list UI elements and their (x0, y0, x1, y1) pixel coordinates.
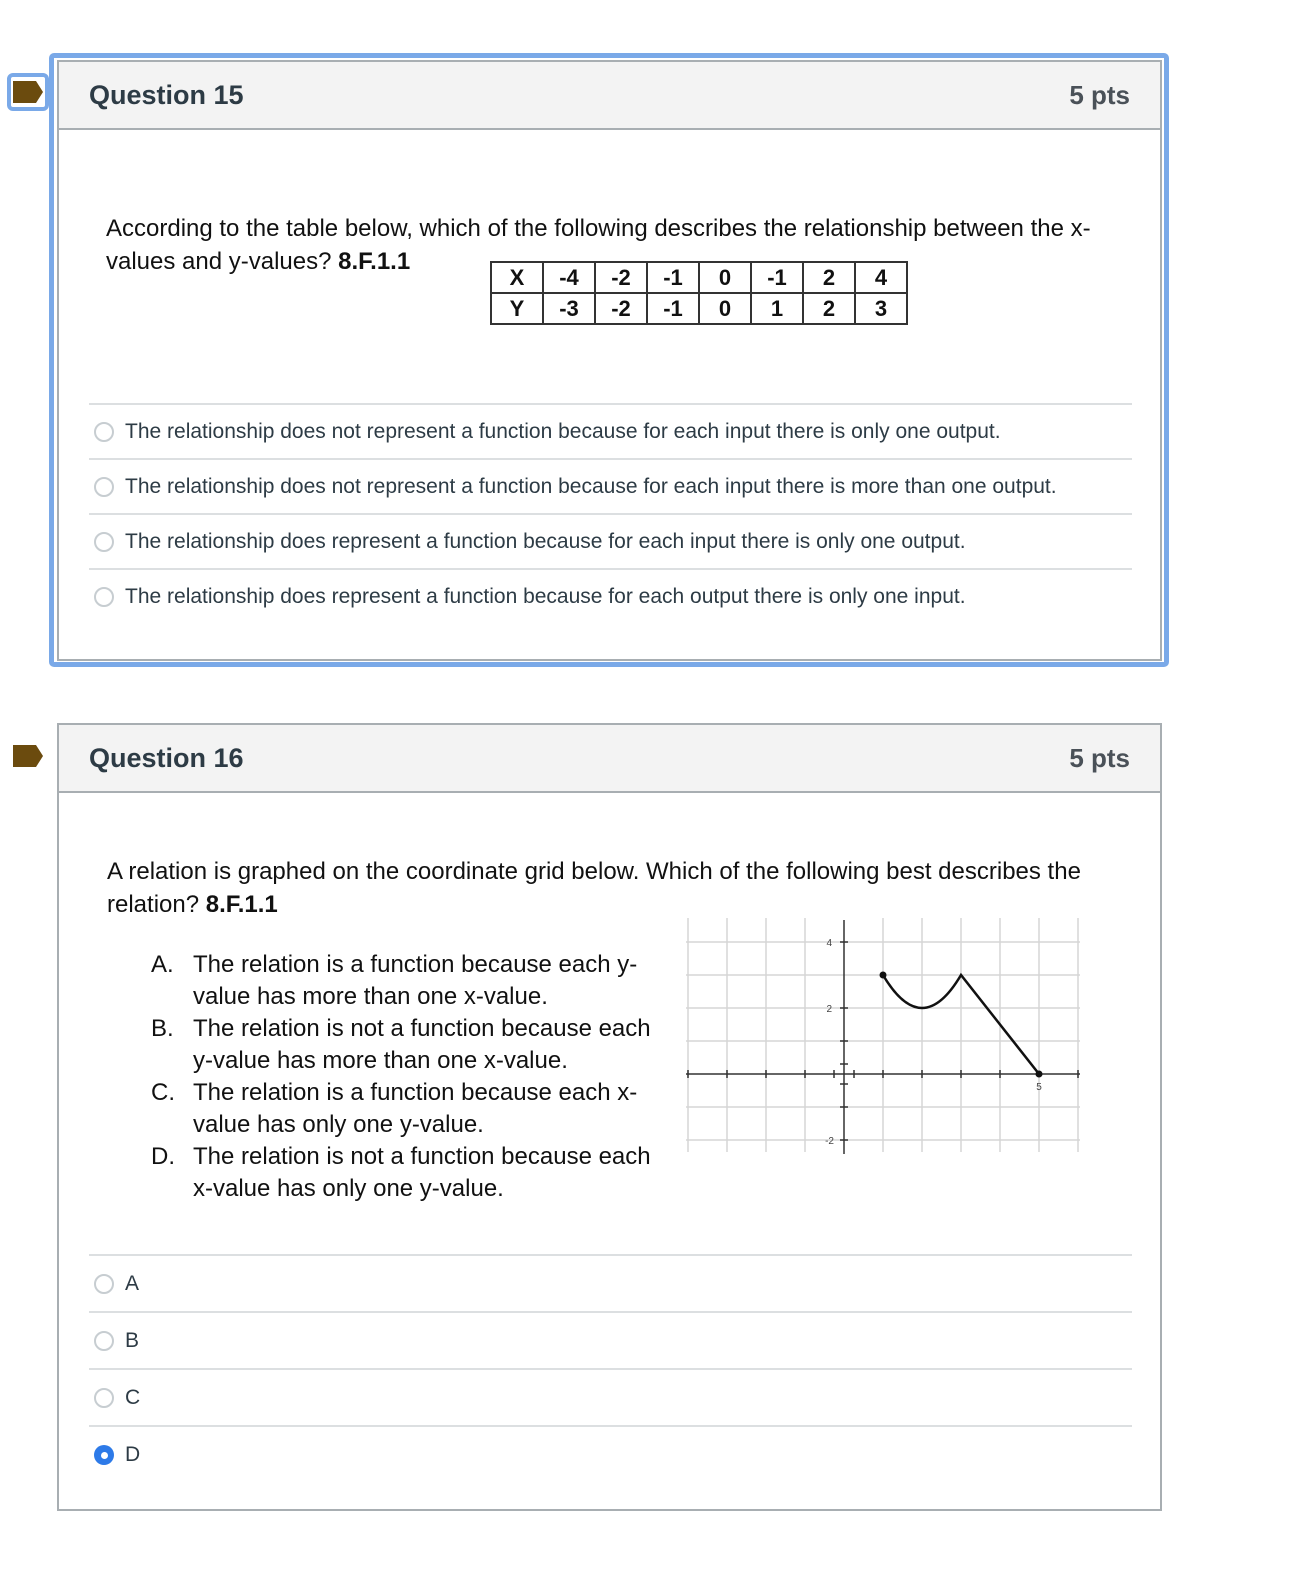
answer-label: The relationship does not represent a function because for each input there is only one output. (125, 419, 1001, 443)
table-cell: 4 (855, 262, 907, 293)
answer-list (89, 403, 1132, 623)
answer-list (89, 1254, 1132, 1482)
question-title: Question 15 (89, 79, 244, 110)
row-header: Y (491, 293, 543, 324)
question-16-header (59, 725, 1160, 793)
table-cell: -1 (647, 262, 699, 293)
answer-option[interactable] (89, 568, 1132, 623)
table-cell: 2 (803, 293, 855, 324)
standard-code: 8.F.1.1 (338, 248, 411, 275)
xy-values-table (490, 261, 908, 325)
coordinate-grid-graph (686, 918, 1080, 1154)
table-cell: 2 (803, 262, 855, 293)
answer-option[interactable] (89, 458, 1132, 513)
table-cell: 1 (751, 293, 803, 324)
bookmark-flag-icon (13, 745, 43, 767)
y-tick-label: -2 (825, 1136, 834, 1147)
closed-endpoint (1036, 1071, 1043, 1078)
answer-option[interactable] (89, 513, 1132, 568)
question-16-card (57, 723, 1162, 1511)
table-cell: 0 (699, 293, 751, 324)
closed-endpoint (880, 972, 887, 979)
choice-letter: C. (151, 1079, 175, 1106)
radio-button[interactable] (94, 532, 114, 552)
table-cell: 3 (855, 293, 907, 324)
answer-label: The relationship does represent a function because for each input there is only one output. (125, 529, 966, 553)
radio-button[interactable] (94, 1388, 114, 1408)
row-header: X (491, 262, 543, 293)
answer-option-d[interactable] (89, 1425, 1132, 1482)
question-prompt (107, 855, 1097, 921)
answer-option-c[interactable] (89, 1368, 1132, 1425)
table-cell: -1 (647, 293, 699, 324)
standard-code: 8.F.1.1 (205, 891, 278, 918)
x-tick-label: 5 (1036, 1082, 1042, 1093)
question-15-card (57, 60, 1162, 661)
choice-text: The relation is a function because each y-value has more than one x-value. (193, 951, 638, 1010)
radio-button[interactable] (94, 477, 114, 497)
answer-label: B (125, 1328, 140, 1352)
choice-text: The relation is not a function because each x-value has only one y-value. (193, 1143, 651, 1202)
y-tick-label: 4 (826, 938, 832, 949)
bookmark-flag-icon (13, 81, 43, 103)
radio-button[interactable] (94, 587, 114, 607)
radio-button-selected[interactable] (94, 1445, 114, 1465)
answer-option-a[interactable] (89, 1254, 1132, 1311)
question-points: 5 pts (1069, 79, 1130, 110)
prompt-text: A relation is graphed on the coordinate grid below. Which of the following best describes the relation? (107, 858, 1081, 918)
choice-letter: B. (151, 1015, 174, 1042)
question-title: Question 16 (89, 742, 244, 773)
answer-label: C (125, 1385, 141, 1409)
flag-question-16-button[interactable] (13, 745, 43, 767)
table-row-x (491, 262, 907, 293)
answer-label: The relationship does represent a function because for each output there is only one input. (125, 584, 966, 608)
radio-button[interactable] (94, 1274, 114, 1294)
choice-text: The relation is not a function because each y-value has more than one x-value. (193, 1015, 651, 1074)
y-tick-label: 2 (826, 1004, 832, 1015)
table-cell: -2 (595, 262, 647, 293)
answer-label: D (125, 1442, 141, 1466)
table-cell: -3 (543, 293, 595, 324)
radio-button[interactable] (94, 1331, 114, 1351)
answer-option-b[interactable] (89, 1311, 1132, 1368)
question-15-header (59, 62, 1160, 130)
choice-item (151, 949, 663, 1013)
choice-item (151, 1013, 663, 1077)
flag-question-15-button[interactable] (13, 81, 43, 103)
table-cell: -4 (543, 262, 595, 293)
choice-list (151, 949, 663, 1205)
table-cell: -1 (751, 262, 803, 293)
prompt-text: According to the table below, which of the following describes the relationship between the x-values and y-values? (106, 215, 1091, 275)
choice-item (151, 1141, 663, 1205)
choice-letter: D. (151, 1143, 175, 1170)
question-points: 5 pts (1069, 742, 1130, 773)
choice-item (151, 1077, 663, 1141)
table-cell: -2 (595, 293, 647, 324)
answer-label: A (125, 1271, 140, 1295)
choice-text: The relation is a function because each x-value has only one y-value. (193, 1079, 638, 1138)
answer-option[interactable] (89, 403, 1132, 458)
table-row-y (491, 293, 907, 324)
radio-button[interactable] (94, 422, 114, 442)
choice-letter: A. (151, 951, 174, 978)
table-cell: 0 (699, 262, 751, 293)
answer-label: The relationship does not represent a function because for each input there is more than one output. (125, 474, 1057, 498)
